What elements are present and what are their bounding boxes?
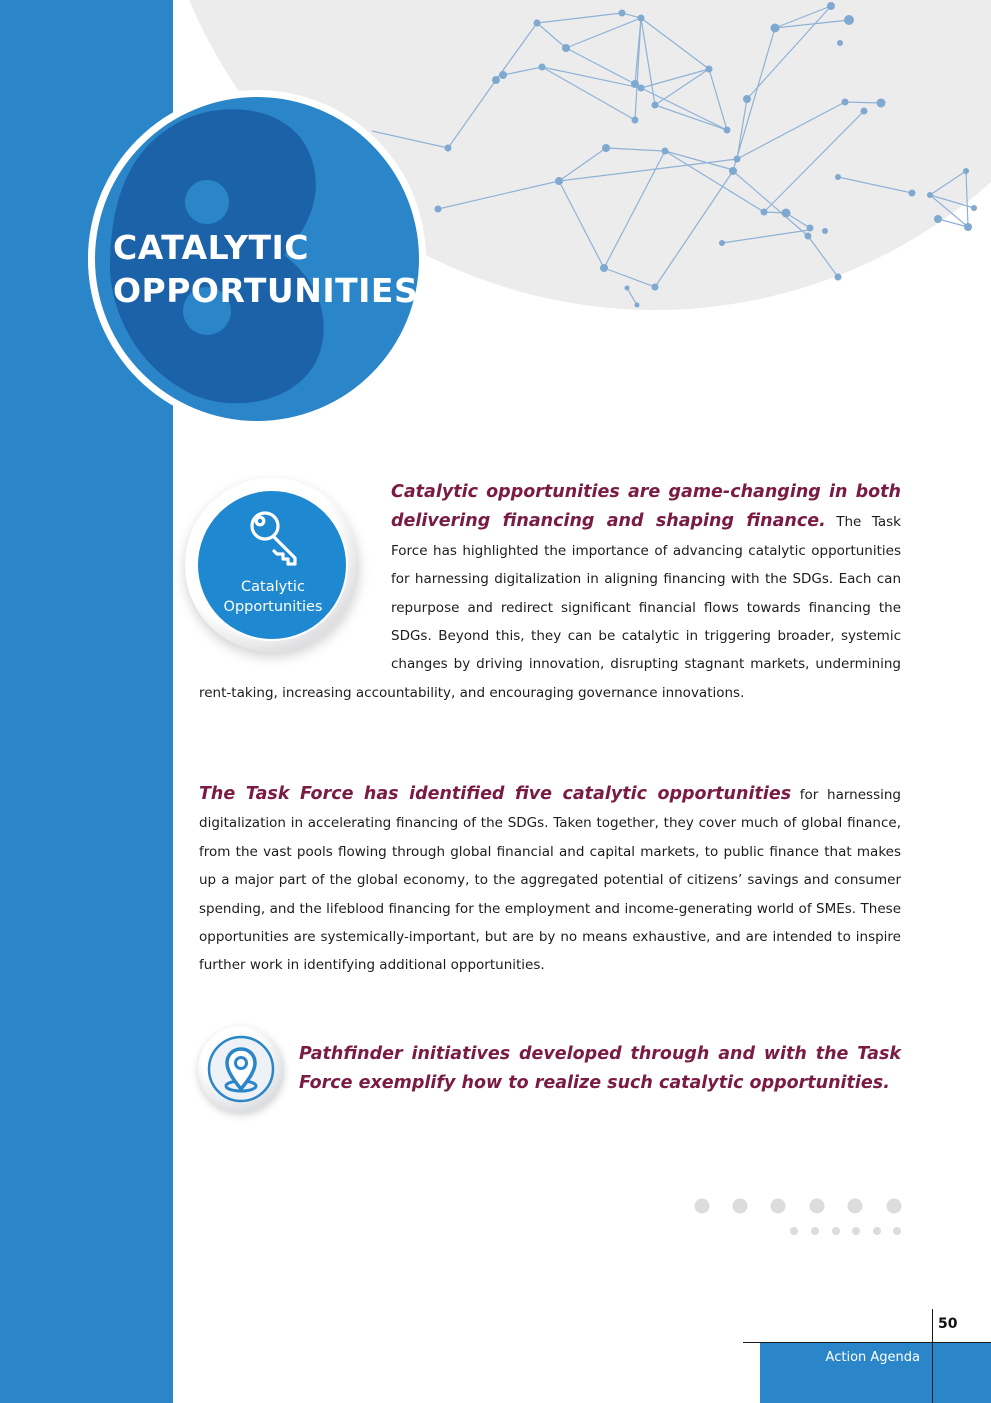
badge-wrap-spacer	[199, 478, 391, 676]
chapter-title-line-2: OPPORTUNITIES	[113, 271, 419, 310]
location-pin-icon	[198, 1026, 284, 1112]
footer-section-label: Action Agenda	[825, 1350, 920, 1365]
intro-lead: Catalytic opportunities are game-changing in both delivering financing and shaping finance.	[391, 482, 901, 532]
five-opportunities-paragraph	[199, 780, 901, 980]
chapter-title	[113, 226, 418, 312]
page-number: 50	[938, 1316, 958, 1332]
five-opportunities-body: for harnessing digitalization in accelerating financing of the SDGs. Taken together, they cover much of global finance, from the vast pools flowing through global financial and capital markets, to public finance that makes up a major part of the global economy, to the aggregated potential of citizens’ savings and consumer spending, and the lifeblood financing for the employment and income-generating world of SMEs. These opportunities are systemically-important, but are by no means exhaustive, and are intended to inspire further work in identifying additional opportunities.	[199, 787, 901, 974]
footer-divider	[932, 1309, 933, 1403]
intro-paragraph	[199, 478, 901, 707]
pathfinder-statement: Pathfinder initiatives developed through and with the Task Force exemplify how to realize such catalytic opportunities.	[299, 1044, 901, 1093]
decorative-dots	[690, 1195, 910, 1240]
pathfinder-badge	[198, 1026, 284, 1112]
badge-label-line-2: Opportunities	[223, 599, 323, 615]
badge-label-line-1: Catalytic	[241, 579, 305, 595]
intro-body: The Task Force has highlighted the importance of advancing catalytic opportunities for harnessing digitalization in aligning financing with the SDGs. Each can repurpose and redirect significant financial flows towards financing the SDGs. Beyond this, they can be catalytic in triggering broader, systemic changes by driving innovation, disrupting stagnant markets, undermining rent-taking, increasing accountability, and encouraging governance innovations.	[199, 514, 901, 701]
five-opportunities-lead: The Task Force has identified five catalytic opportunities	[199, 784, 792, 804]
chapter-title-line-1: CATALYTIC	[113, 228, 309, 267]
